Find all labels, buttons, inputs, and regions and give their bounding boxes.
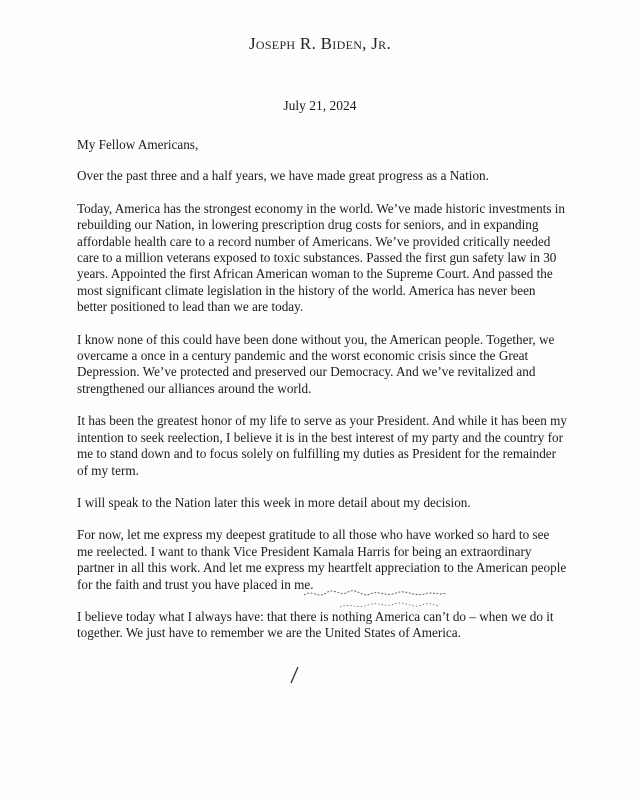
paragraph-progress: Over the past three and a half years, we have made great progress as a Nation. (77, 168, 489, 184)
paragraph-gratitude: For now, let me express my deepest gratitude to all those who have worked so hard to see me reelected. I want to thank Vice President Kamala Harris for being an extraordinary partner in all this work. And let me express my heartfelt appreciation to the American people for the faith and trust you have placed in me. (77, 527, 567, 592)
signature-scribble (300, 585, 450, 615)
paragraph-american-people: I know none of this could have been done without you, the American people. Together, we overcame a once in a century pandemic and the worst economic crisis since the Great Depression. We’ve protected and preserved our Democracy. And we’ve revitalized and strengthened our alliances around the world. (77, 331, 555, 396)
letter-body (77, 137, 567, 658)
letterhead: Joseph R. Biden, Jr. (248, 34, 392, 53)
paragraph-closing: I believe today what I always have: that there is nothing America can’t do – when we do it together. We just have to remember we are the United States of America. (77, 608, 554, 641)
paragraph-economy: Today, America has the strongest economy in the world. We’ve made historic investments in rebuilding our Nation, in lowering prescription drug costs for seniors, and in expanding affordable health care to a record number of Americans. We’ve provided critically needed care to a million veterans exposed to toxic substances. Passed the first gun safety law in 30 years. Appointed the first African American woman to the Supreme Court. And passed the most significant climate legislation in the history of the world. America has never been better positioned to lead than we are today. (77, 200, 566, 315)
letter-date: July 21, 2024 (283, 98, 357, 113)
salutation: My Fellow Americans, (77, 137, 199, 152)
paragraph-stand-down: It has been the greatest honor of my life to serve as your President. And while it has been my intention to seek reelection, I believe it is in the best interest of my party and the country for me to stand down and to focus solely on fulfilling my duties as President for the remainder of my term. (77, 413, 568, 478)
paragraph-speak: I will speak to the Nation later this week in more detail about my decision. (77, 494, 471, 510)
signature-pen-mark (288, 665, 300, 685)
